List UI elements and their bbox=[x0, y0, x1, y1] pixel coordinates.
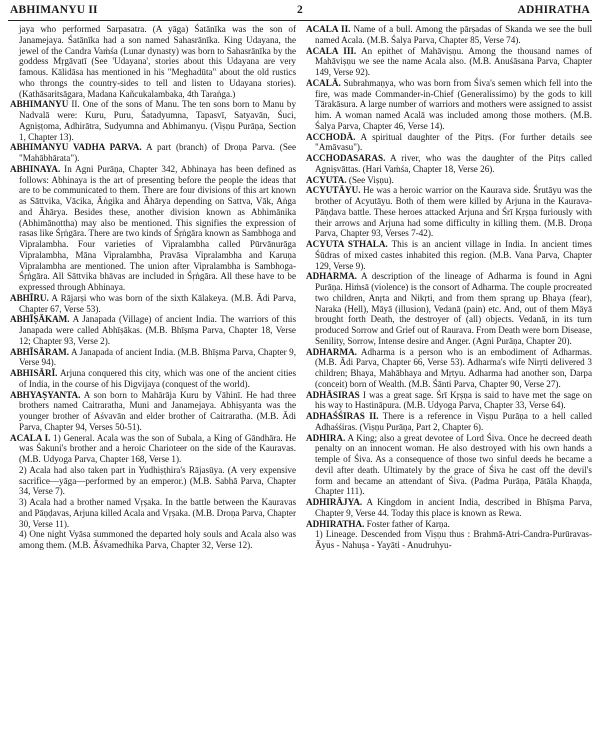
entry-text: II. One of the sons of Manu. The ten sons born to Manu by Nadvalā were: Kuru, Puru, Śatadyumna, Tapasvī, Satyavān, Śuci, Agniṣṭoma, Adhirātra, Sudyumna and Abhimanyu. (Viṣṇu Purāṇa, Section 1, Chapter 13). bbox=[19, 99, 297, 142]
left-column bbox=[10, 24, 296, 551]
entry-text: I was a great sage. Śrī Kṛṣṇa is said to have met the sage on his way to Hastināpura. (M.B. Udyoga Parva, Chapter 33, Verse 64). bbox=[315, 389, 593, 411]
entry-text: He was a heroic warrior on the Kaurava side. Śrutāyu was the brother of Acyutāyu. Both of them were killed by Arjuna in the Kaurava-Pāṇḍava battle. These heroes attacked Arjuna and Śrī Kṛṣṇa furiously with their arrows and Arjuna had some difficulty in killing them. (M.B. Droṇa Parva, Chapter 93, Verses 7-42). bbox=[315, 185, 592, 239]
dictionary-entry bbox=[306, 529, 592, 551]
entry-headword: ABHĪRU. bbox=[10, 292, 49, 303]
entry-headword: ADHĀSIRAS bbox=[306, 389, 360, 400]
dictionary-entry bbox=[10, 314, 296, 346]
entry-text: A spiritual daughter of the Pitṛs. (For further details see "Amāvasu"). bbox=[315, 131, 593, 153]
dictionary-entry bbox=[10, 390, 296, 433]
entry-text: A Janapada (Village) of ancient India. The warriors of this Janapada were called Abhīṣākas. (M.B. Bhīṣma Parva, Chapter 18, Verse 12; Chapter 93, Verse 2). bbox=[19, 314, 296, 346]
dictionary-entry bbox=[10, 465, 296, 497]
header-last-entry: ADHIRATHA bbox=[517, 4, 590, 16]
entry-headword: ABHIMANYU bbox=[10, 99, 69, 110]
dictionary-entry bbox=[306, 185, 592, 239]
dictionary-entry bbox=[306, 24, 592, 46]
entry-headword: ACCHODĀ. bbox=[306, 131, 356, 142]
entry-text: 4) One night Vyāsa summoned the departed holy souls and Acala also was among them. (M.B. Āśvamedhika Parva, Chapter 32, Verse 12). bbox=[19, 529, 296, 550]
header-rule bbox=[8, 20, 592, 21]
entry-text: 1) Lineage. Descended from Viṣṇu thus : Brahmā-Atri-Candra-Purūravas-Āyus - Nahuṣa - Yayāti - Anudruhyu- bbox=[315, 529, 592, 550]
entry-headword: ACALA II. bbox=[306, 24, 351, 34]
dictionary-entry bbox=[306, 175, 592, 186]
entry-text: A Kingdom in ancient India, described in Bhīṣma Parva, Chapter 9, Verse 44. Today this place is known as Rewa. bbox=[315, 497, 592, 518]
entry-text: A part (branch) of Droṇa Parva. (See "Mahābhārata"). bbox=[19, 142, 296, 163]
dictionary-entry bbox=[306, 347, 592, 390]
entry-text: A son born to Mahārāja Kuru by Vāhinī. He had three brothers named Caitraratha, Muni and Janamejaya. Abhiṣyanta was the younger brother of Aśvavān and elder brother of Caitraratha. (M.B. Ādi Parva, Chapter 94, Verses 50-51). bbox=[19, 389, 297, 432]
dictionary-entry bbox=[306, 519, 592, 530]
entry-text: In Agni Purāṇa, Chapter 342, Abhinaya has been defined as follows: Abhinaya is the art of presenting before the people the ideas that are to be communicated to them. There are four divisions of this art known as Sāttvika, Vācika, Āṅgika and Āhārya depending on Sattva, Vāk, Aṅga and Āhārya. Besides these, another division known as Abhimānika (Abhimānottha) may also be mentioned. This signifies the expression of rasas like Śṛṅgāra. There are two kinds of Śṛṅgāra known as Sambhoga and Vipralambha. Four varieties of Vipralambha called Pūrvānurāga Vipralambha, Māna Vipralambha, Pravāsa Vipralambha and Karuṇa Vipralambha are mentioned. The union after Vipralambha is Sambhoga-Śṛṅgāra. All Sāttvika bhāvas are included in Śṛṅgāra. All these have to be expressed through Abhinaya. bbox=[19, 163, 296, 292]
dictionary-entry bbox=[10, 293, 296, 315]
page-number: 2 bbox=[297, 4, 303, 16]
dictionary-entry bbox=[10, 24, 296, 99]
dictionary-entry bbox=[10, 368, 296, 390]
entry-headword: ACYUTA STHALA. bbox=[306, 239, 388, 249]
entry-headword: ADHARMA. bbox=[306, 271, 357, 282]
dictionary-entry bbox=[10, 347, 296, 369]
entry-text: Foster father of Karṇa. bbox=[366, 518, 450, 529]
entry-text: 1) General. Acala was the son of Subala, a King of Gāndhāra. He was Śakuni's brother and a heroic Charioteer on the side of the Kauravas. (M.B. Udyoga Parva, Chapter 168, Verse 1). bbox=[19, 432, 297, 464]
entry-text: This is an ancient village in India. In ancient times Śūdras of mixed castes inhabited this region. (M.B. Vana Parva, Chapter 129, Verse 9). bbox=[315, 239, 592, 271]
entry-text: Subrahmaṇya, who was born from Śiva's semen which fell into the fire, was made Commander-in-Chief (Generalissimo) by the gods to kill Tārakāsura. A large number of warriors and mothers were assigned to assist him. A woman named Acalā was included among those mothers. (M.B. Śalya Parva, Chapter 46, Verse 14). bbox=[315, 77, 592, 131]
header-first-entry: ABHIMANYU II bbox=[10, 4, 98, 16]
dictionary-entry bbox=[306, 132, 592, 154]
entry-headword: ACALĀ. bbox=[306, 77, 341, 88]
entry-text: jaya who performed Sarpasatra. (A yāga) Śatānīka was the son of Janamejaya. Śatānīka had a son named Sahasrānīka. King Udayana, the jewel of the Candra Vaṁśa (Lunar dynasty) was born to Sahasrānīka by the goddess Mṛgāvatī (See 'Udayana', stories about this Udayana are very famous. Kālidāsa has mentioned in his "Meghadūta" about the old rustics who throngs the country-sides to tell and listen to Udayana stories). (Kathāsaritsāgara, Madana Kañcukalambaka, 4th Taraṅga.) bbox=[19, 24, 296, 99]
entry-text: A river, who was the daughter of the Pitṛs called Agniṣvāttas. (Hari Vaṁśa, Chapter 18, Verse 26). bbox=[315, 153, 592, 174]
entry-text: A King; also a great devotee of Lord Śiva. Once he decreed death penalty on an innocent woman. He also destroyed with his own hands a temple of Śiva. As a consequence of those two sinful deeds he became a devil after death. Ultimately by the grace of Śiva he cast off the devil's form and became an attendant of Śiva. (Padma Purāṇa, Pātāla Khaṇḍa, Chapter 111). bbox=[315, 432, 592, 497]
entry-headword: ADHAŚŚIRAS II. bbox=[306, 411, 379, 421]
entry-headword: ABHIMANYU VADHA PARVA. bbox=[10, 142, 142, 153]
entry-headword: ADHIRATHA. bbox=[306, 518, 365, 529]
entry-text: Name of a bull. Among the pārṣadas of Skanda we see the bull named Acala. (M.B. Śalya Parva, Chapter 85, Verse 74). bbox=[315, 24, 593, 45]
entry-headword: ABHĪSĀRAM. bbox=[10, 346, 70, 357]
dictionary-entry bbox=[10, 164, 296, 293]
dictionary-entry bbox=[306, 497, 592, 519]
entry-headword: ABHISĀRĪ. bbox=[10, 368, 58, 378]
entry-headword: ABHYAṢYANTA. bbox=[10, 389, 81, 400]
right-column bbox=[306, 24, 592, 551]
entry-text: A Rājarṣi who was born of the sixth Kālakeya. (M.B. Ādi Parva, Chapter 67, Verse 53). bbox=[19, 292, 296, 314]
entry-headword: ADHIRĀJYA. bbox=[306, 497, 363, 507]
entry-text: There is a reference in Viṣṇu Purāṇa to a hell called Adhaśśiras. (Viṣṇu Purāṇa, Part 2, Chapter 6). bbox=[315, 411, 592, 432]
dictionary-entry bbox=[306, 433, 592, 498]
entry-text: Adharma is a person who is an embodiment of Adharmas. (M.B. Ādi Parva, Chapter 66, Verse 53). Adharma's wife Nirṛti delivered 3 children; Bhaya, Mahābhaya and Mṛtyu. Adharma had another son, Darpa (conceit) born of Wealth. (M.B. Śānti Parva, Chapter 90, Verse 27). bbox=[315, 346, 592, 389]
dictionary-entry bbox=[306, 239, 592, 271]
entry-text: A description of the lineage of Adharma is found in Agni Purāṇa. Hiṁsā (violence) is the consort of Adharma. The couple procreated two children, Anṛta and Nikṛti, and from them sprang up Bhaya (fear), Naraka (Hell), Māyā (illusion), Vedanā (pain) etc. And, out of them Māyā brought forth Death, the destroyer of (all) objects. Vedanā, in its turn produced Sorrow and Grief out of Raurava. From Death were born Disease, Senility, Sorrow, Intense desire and Anger. (Agni Purāṇa, Chapter 20). bbox=[315, 271, 592, 346]
entry-headword: ACALA I. bbox=[10, 432, 51, 443]
dictionary-entry bbox=[10, 99, 296, 142]
dictionary-entry bbox=[10, 433, 296, 465]
dictionary-entry bbox=[10, 142, 296, 164]
entry-headword: ADHIRA. bbox=[306, 432, 346, 443]
entry-text: Arjuna conquered this city, which was one of the ancient cities of India, in the course of his Digvijaya (conquest of the world). bbox=[19, 368, 296, 389]
entry-headword: ABHĪṢĀKAM. bbox=[10, 314, 70, 325]
dictionary-entry bbox=[306, 411, 592, 433]
entry-text: A Janapada of ancient India. (M.B. Bhīṣma Parva, Chapter 9, Verse 94). bbox=[19, 346, 296, 368]
entry-headword: ACYUTA. bbox=[306, 174, 347, 185]
dictionary-entry bbox=[306, 153, 592, 175]
entry-headword: ACCHODASARAS. bbox=[306, 153, 386, 163]
dictionary-entry bbox=[306, 46, 592, 78]
entry-text: An epithet of Mahāviṣṇu. Among the thousand names of Mahāviṣṇu we see the name Acala also. (M.B. Anuśāsana Parva, Chapter 149, Verse 92). bbox=[315, 45, 592, 77]
running-header bbox=[8, 4, 592, 18]
entry-text: 3) Acala had a brother named Vṛṣaka. In the battle between the Kauravas and Pāṇḍavas, Arjuna killed Acala and Vṛṣaka. (M.B. Droṇa Parva, Chapter 30, Verse 11). bbox=[19, 497, 296, 529]
entry-headword: ACALA III. bbox=[306, 45, 357, 56]
entry-text: 2) Acala had also taken part in Yudhiṣṭhira's Rājasūya. (A very expensive sacrifice—yāga—performed by an emperor.) (M.B. Sabhā Parva, Chapter 34, Verse 7). bbox=[19, 464, 296, 497]
entry-headword: ABHINAYA. bbox=[10, 163, 61, 174]
entry-headword: ACYUTĀYU. bbox=[306, 185, 361, 196]
dictionary-entry bbox=[306, 390, 592, 412]
dictionary-entry bbox=[306, 78, 592, 132]
entry-text: (See Viṣṇu). bbox=[348, 174, 394, 185]
dictionary-entry bbox=[10, 497, 296, 529]
dictionary-entry bbox=[306, 271, 592, 346]
dictionary-entry bbox=[10, 529, 296, 551]
entry-headword: ADHARMA. bbox=[306, 346, 357, 357]
